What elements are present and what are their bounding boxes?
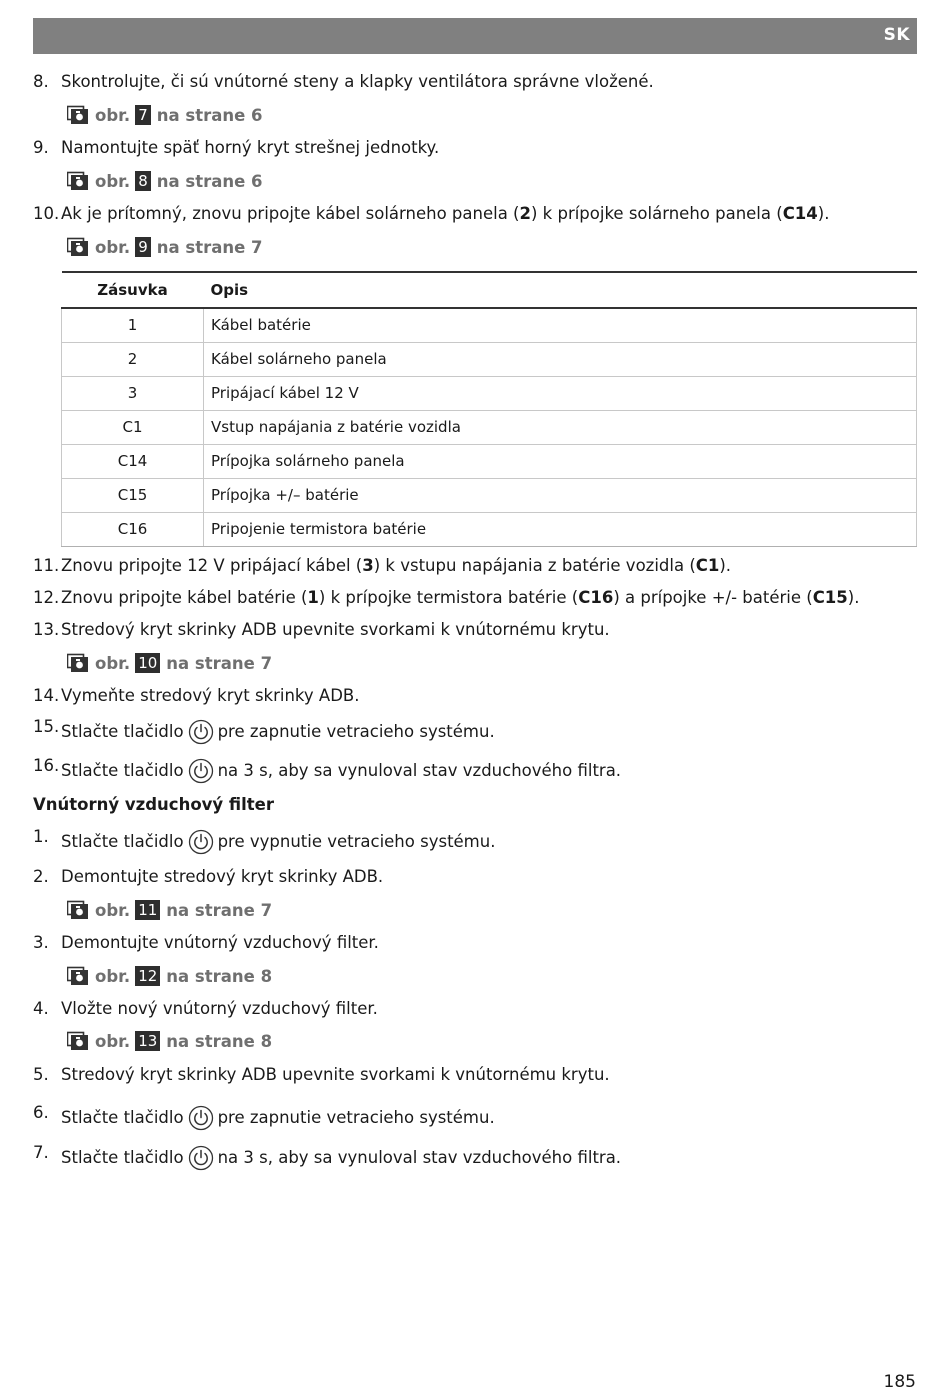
camera-icon: [67, 237, 89, 257]
language-code: SK: [883, 25, 910, 45]
figure-prefix: obr.: [95, 653, 131, 673]
table-row: [62, 444, 917, 478]
camera-icon: [67, 966, 89, 986]
page-prefix: na strane: [166, 1031, 255, 1051]
power-icon: [188, 829, 214, 855]
page-prefix: na strane: [156, 171, 246, 191]
figure-prefix: obr.: [95, 966, 131, 986]
step-number: 14.: [33, 686, 60, 705]
figure-number: 10: [135, 653, 160, 673]
column-header-socket: Zásuvka: [62, 272, 204, 308]
socket-cell: C16: [62, 512, 204, 546]
power-icon: [188, 758, 214, 784]
page-ref: 6: [251, 171, 263, 191]
step-number: 4.: [33, 999, 49, 1018]
page-ref: 7: [260, 653, 273, 673]
table-row: [62, 410, 917, 444]
page-ref: 7: [260, 900, 273, 920]
description-cell: Pripojenie termistora batérie: [204, 512, 917, 546]
socket-cell: 1: [62, 308, 204, 342]
step-number: 6.: [33, 1103, 49, 1122]
figure-reference: [67, 964, 272, 988]
description-cell: Kábel batérie: [204, 308, 917, 342]
figure-reference: [67, 103, 263, 127]
page-number: 185: [883, 1372, 916, 1392]
figure-prefix: obr.: [95, 900, 131, 920]
step-number: 15.: [33, 717, 60, 736]
step-number: 3.: [33, 933, 49, 952]
power-icon: [188, 1145, 214, 1171]
figure-number: 11: [135, 900, 160, 920]
page-ref: 7: [251, 237, 263, 257]
step-text: Znovu pripojte 12 V pripájací kábel ( 3 ) k vstupu napájania z batérie vozidla ( C1 ).: [61, 556, 732, 575]
camera-icon: [67, 171, 89, 191]
page-prefix: na strane: [166, 900, 255, 920]
step-number: 11.: [33, 556, 60, 575]
page-prefix: na strane: [156, 237, 246, 257]
step-text: Demontujte vnútorný vzduchový filter.: [61, 933, 379, 952]
figure-number: 9: [135, 237, 151, 257]
table-row: [62, 478, 917, 512]
table-row: [62, 512, 917, 546]
step-number: 1.: [33, 827, 49, 846]
description-cell: Pripájací kábel 12 V: [204, 376, 917, 410]
power-icon: [188, 719, 214, 745]
step-number: 12.: [33, 588, 60, 607]
figure-prefix: obr.: [95, 237, 131, 257]
column-header-description: Opis: [204, 272, 917, 308]
camera-icon: [67, 105, 89, 125]
figure-number: 12: [135, 966, 160, 986]
figure-number: 7: [135, 105, 151, 125]
camera-icon: [67, 1031, 89, 1051]
section-title: Vnútorný vzduchový filter: [33, 795, 275, 814]
step-number: 7.: [33, 1143, 49, 1162]
step-text: Vymeňte stredový kryt skrinky ADB.: [61, 686, 360, 705]
figure-reference: [67, 169, 263, 193]
step-text: Vložte nový vnútorný vzduchový filter.: [61, 999, 378, 1018]
step-number: 8.: [33, 72, 49, 91]
figure-reference: [67, 651, 272, 675]
step-text: Znovu pripojte kábel batérie ( 1 ) k prípojke termistora batérie ( C16 ) a prípojke +/- batérie ( C15 ).: [61, 588, 860, 607]
step-text: Stredový kryt skrinky ADB upevnite svorkami k vnútornému krytu.: [61, 1065, 610, 1084]
step-text: Stredový kryt skrinky ADB upevnite svorkami k vnútornému krytu.: [61, 620, 610, 639]
camera-icon: [67, 653, 89, 673]
table-header-row: [62, 272, 917, 308]
camera-icon: [67, 900, 89, 920]
power-icon: [188, 1105, 214, 1131]
socket-cell: C14: [62, 444, 204, 478]
figure-prefix: obr.: [95, 171, 131, 191]
step-text: Skontrolujte, či sú vnútorné steny a klapky ventilátora správne vložené.: [61, 72, 654, 91]
socket-cell: 3: [62, 376, 204, 410]
page-prefix: na strane: [156, 105, 246, 125]
step-text: Stlačte tlačidlo pre zapnutie vetracieho systému.: [61, 1105, 495, 1131]
step-text: Stlačte tlačidlo pre vypnutie vetracieho systému.: [61, 829, 495, 855]
description-cell: Kábel solárneho panela: [204, 342, 917, 376]
socket-table: [61, 271, 917, 547]
step-number: 2.: [33, 867, 49, 886]
header-bar: [33, 18, 917, 54]
step-text: Demontujte stredový kryt skrinky ADB.: [61, 867, 384, 886]
step-text: Ak je prítomný, znovu pripojte kábel solárneho panela ( 2 ) k prípojke solárneho panela ( C14 ).: [61, 204, 830, 223]
figure-prefix: obr.: [95, 105, 131, 125]
step-number: 9.: [33, 138, 49, 157]
table-row: [62, 376, 917, 410]
figure-number: 13: [135, 1031, 160, 1051]
description-cell: Prípojka solárneho panela: [204, 444, 917, 478]
page-prefix: na strane: [166, 653, 255, 673]
step-text: Stlačte tlačidlo na 3 s, aby sa vynuloval stav vzduchového filtra.: [61, 1145, 621, 1171]
page-prefix: na strane: [166, 966, 255, 986]
step-text: Stlačte tlačidlo pre zapnutie vetracieho systému.: [61, 719, 495, 745]
step-text: Stlačte tlačidlo na 3 s, aby sa vynuloval stav vzduchového filtra.: [61, 758, 621, 784]
figure-reference: [67, 235, 263, 259]
step-number: 10.: [33, 204, 60, 223]
step-number: 13.: [33, 620, 60, 639]
figure-reference: [67, 1029, 272, 1053]
figure-prefix: obr.: [95, 1031, 131, 1051]
figure-number: 8: [135, 171, 151, 191]
description-cell: Prípojka +/– batérie: [204, 478, 917, 512]
step-number: 5.: [33, 1065, 49, 1084]
socket-cell: C1: [62, 410, 204, 444]
figure-reference: [67, 898, 272, 922]
step-text: Namontujte späť horný kryt strešnej jednotky.: [61, 138, 440, 157]
table-row: [62, 342, 917, 376]
table-row: [62, 308, 917, 342]
socket-cell: C15: [62, 478, 204, 512]
socket-cell: 2: [62, 342, 204, 376]
page-ref: 8: [260, 1031, 273, 1051]
page-ref: 6: [251, 105, 263, 125]
step-number: 16.: [33, 756, 60, 775]
description-cell: Vstup napájania z batérie vozidla: [204, 410, 917, 444]
page-ref: 8: [260, 966, 273, 986]
